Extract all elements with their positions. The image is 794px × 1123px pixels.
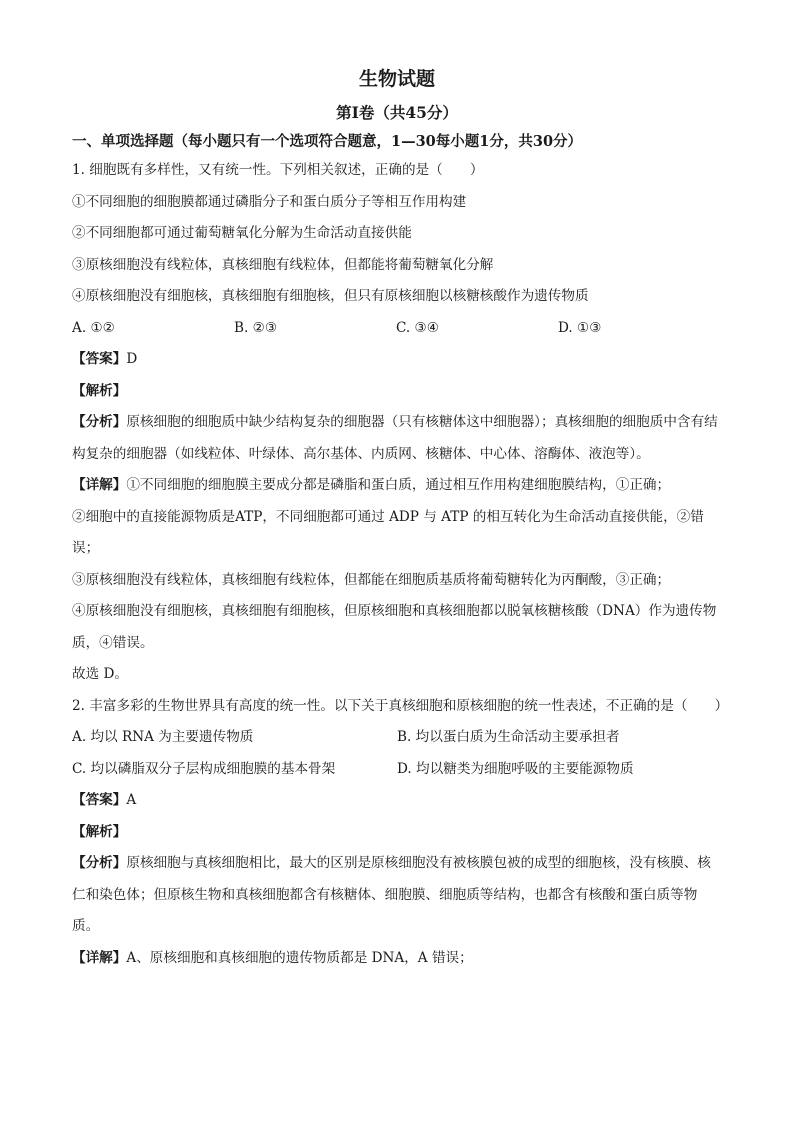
question-1-analysis-heading (72, 381, 722, 402)
page-title: 生物试题 (358, 68, 435, 90)
question-2-option-c: C. 均以磷脂双分子层构成细胞膜的基本骨架 (72, 760, 336, 777)
question-1-option-d: D. ①③ (558, 319, 602, 336)
question-1-statement-1: ①不同细胞的细胞膜都通过磷脂分子和蛋白质分子等相互作用构建 (72, 193, 467, 210)
fenxi-tag: 【分析】 (72, 414, 127, 430)
fenxi-text: 原核细胞的细胞质中缺少结构复杂的细胞器（只有核糖体这中细胞器）；真核细胞的细胞质中含有结构复杂的细胞器（如线粒体、叶绿体、高尔基体、内质网、核糖体、中心体、溶酶体、液泡等）。 (72, 414, 718, 462)
question-1-options (72, 318, 722, 339)
answer-tag: 【答案】 (72, 792, 127, 808)
question-1-fenxi (72, 407, 722, 470)
question-1-xiangjie-3 (72, 565, 722, 597)
section-heading: 一、单项选择题（每小题只有一个选项符合题意，1—30每小题1分，共30分） (72, 133, 583, 150)
question-2-option-d: D. 均以糖类为细胞呼吸的主要能源物质 (397, 760, 634, 777)
question-2-option-b: B. 均以蛋白质为生命活动主要承担者 (397, 729, 620, 745)
question-1-option-b: B. ②③ (234, 319, 278, 336)
answer-tag: 【答案】 (72, 351, 127, 367)
question-1-statement-4: ④原核细胞没有细胞核，真核细胞有细胞核，但只有原核细胞以核糖核酸作为遗传物质 (72, 288, 589, 304)
answer-value: A (126, 792, 137, 808)
fenxi-tag: 【分析】 (72, 855, 127, 871)
fenxi-text: 原核细胞与真核细胞相比，最大的区别是原核细胞没有被核膜包被的成型的细胞核，没有核膜、核仁和染色体；但原核生物和真核细胞都含有核糖体、细胞膜、细胞质等结构，也都含有核酸和蛋白质等物质。 (72, 855, 711, 934)
xiangjie-text-1: ①不同细胞的细胞膜主要成分都是磷脂和蛋白质，通过相互作用构建细胞膜结构，①正确； (126, 477, 671, 493)
question-1-option-a: A. ①② (72, 319, 115, 336)
question-2-answer (72, 790, 722, 811)
question-1-statement-2: ②不同细胞都可通过葡萄糖氧化分解为生命活动直接供能 (72, 225, 412, 241)
question-1-xiangjie-4 (72, 596, 722, 659)
question-2-options-row-1 (72, 727, 722, 748)
xiangjie-text-4: ④原核细胞没有细胞核，真核细胞有细胞核，但原核细胞和真核细胞都以脱氧核糖核酸（DNA）作为遗传物质，④错误。 (72, 603, 717, 651)
document-page (72, 66, 729, 979)
question-1-xiangjie-2 (72, 502, 722, 565)
question-2-fenxi (72, 848, 722, 943)
question-1-option-c: C. ③④ (396, 319, 439, 336)
xiangjie-text-3: ③原核细胞没有线粒体，真核细胞有线粒体，但都能在细胞质基质将葡萄糖转化为丙酮酸，③正确； (72, 571, 671, 588)
xiangjie-tag: 【详解】 (72, 949, 127, 966)
xiangjie-text-2: ②细胞中的直接能源物质是ATP，不同细胞都可通过 ADP 与 ATP 的相互转化为生命活动直接供能，②错误； (72, 508, 704, 556)
xiangjie-tag: 【详解】 (72, 477, 127, 493)
question-2-stem: 2. 丰富多彩的生物世界具有高度的统一性。以下关于真核细胞和原核细胞的统一性表述，不正确的是（ ） (72, 697, 729, 714)
analysis-tag: 【解析】 (72, 823, 127, 840)
question-1-xiangjie-1 (72, 470, 722, 502)
question-2-options-row-2 (72, 759, 722, 780)
xiangjie-text-1: A、原核细胞和真核细胞的遗传物质都是 DNA，A 错误； (126, 949, 473, 966)
question-2-xiangjie-1 (72, 948, 722, 969)
question-1-conclusion: 故选 D。 (72, 666, 129, 682)
question-2-analysis-heading (72, 822, 722, 843)
question-1-statement-3: ③原核细胞没有线粒体，真核细胞有线粒体，但都能将葡萄糖氧化分解 (72, 256, 494, 273)
question-1-stem: 1. 细胞既有多样性，又有统一性。下列相关叙述，正确的是（ ） (72, 162, 484, 178)
question-2-option-a: A. 均以 RNA 为主要遗传物质 (72, 729, 254, 745)
part-heading: 第Ⅰ卷（共45分） (336, 103, 458, 122)
analysis-tag: 【解析】 (72, 382, 127, 399)
question-1-answer (72, 349, 722, 370)
answer-value: D (126, 351, 138, 367)
